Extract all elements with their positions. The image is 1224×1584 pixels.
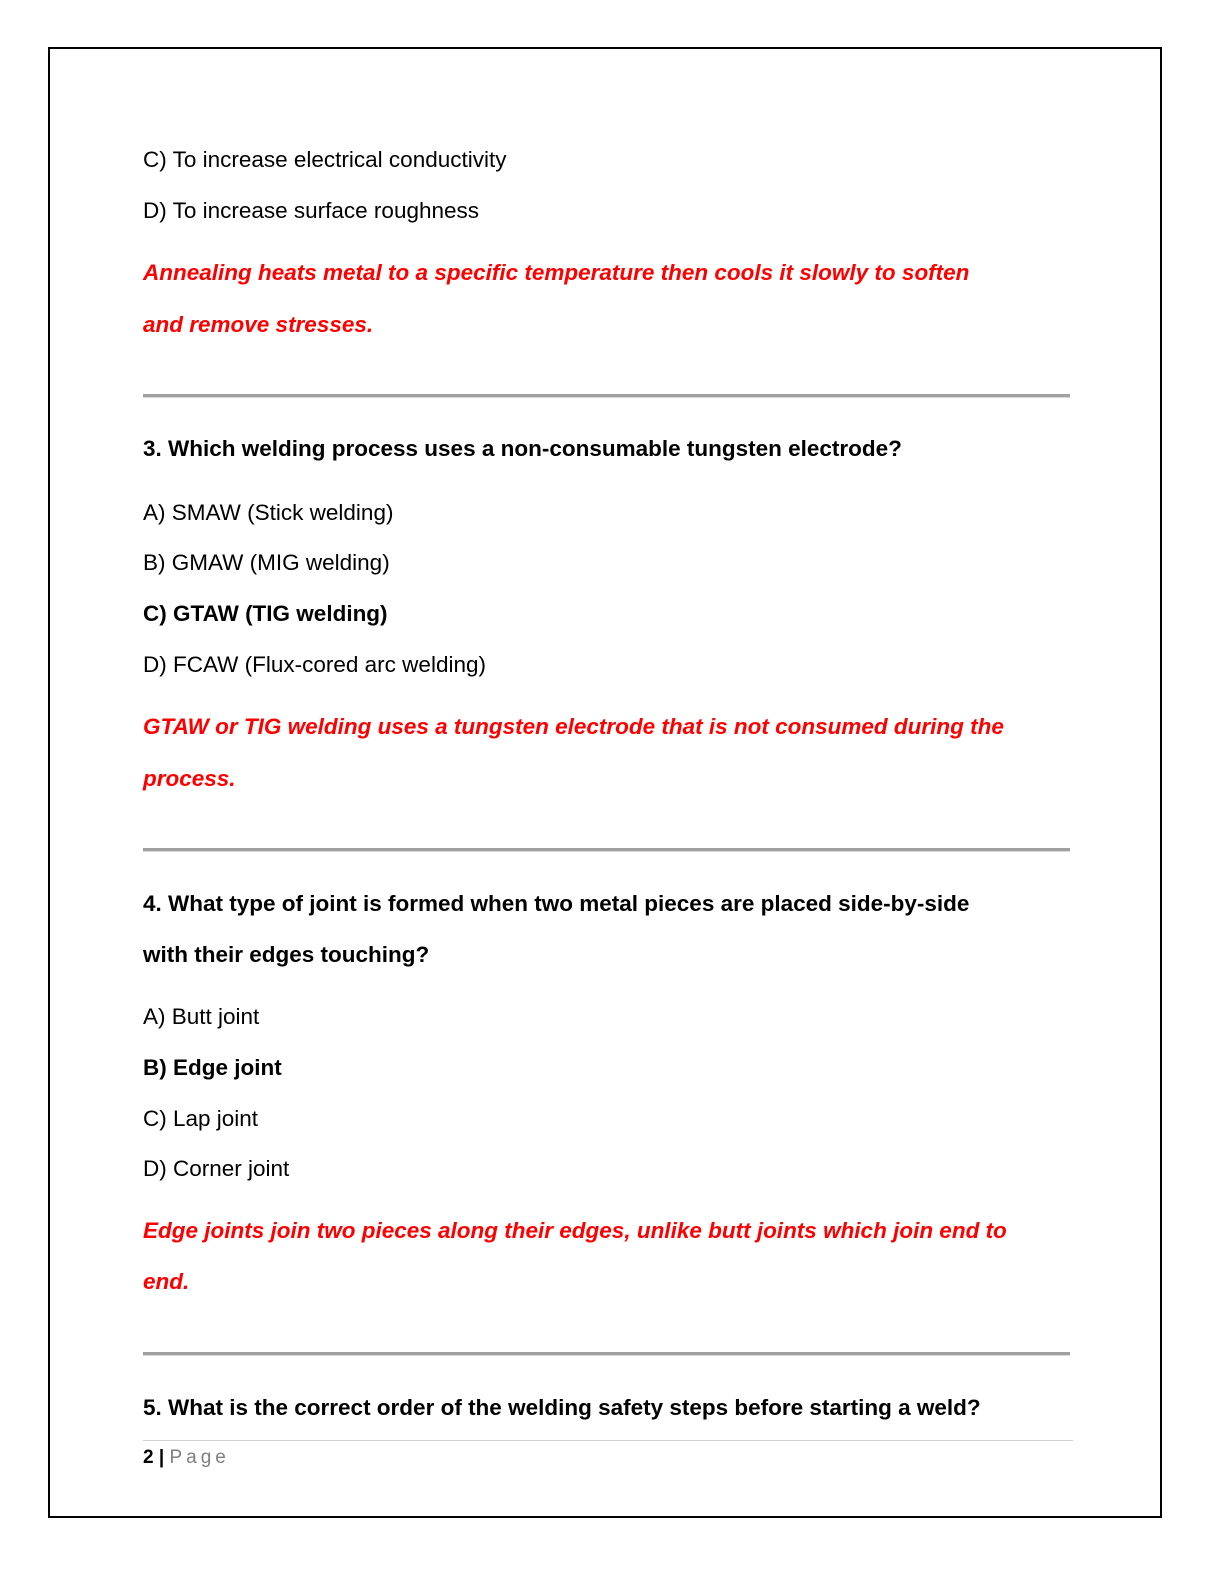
q4-question-line1: 4. What type of joint is formed when two metal pieces are placed side-by-side xyxy=(143,891,970,916)
q2-option-d: D) To increase surface roughness xyxy=(143,198,480,223)
q4-option-c: C) Lap joint xyxy=(143,1106,259,1131)
divider-1 xyxy=(143,394,1070,398)
q3-option-c-correct: C) GTAW (TIG welding) xyxy=(143,601,388,626)
divider-3 xyxy=(143,1352,1070,1356)
footer-rule xyxy=(143,1440,1073,1441)
q3-explanation-line1: GTAW or TIG welding uses a tungsten electrode that is not consumed during the xyxy=(143,714,1004,739)
q3-option-d: D) FCAW (Flux-cored arc welding) xyxy=(143,652,486,677)
page-label: Page xyxy=(169,1447,230,1468)
q2-option-c: C) To increase electrical conductivity xyxy=(143,147,507,172)
q4-option-a: A) Butt joint xyxy=(143,1004,260,1029)
q4-option-b-correct: B) Edge joint xyxy=(143,1055,282,1080)
page-number: 2 xyxy=(143,1447,154,1468)
q3-option-a: A) SMAW (Stick welding) xyxy=(143,500,394,525)
q3-question: 3. Which welding process uses a non-consumable tungsten electrode? xyxy=(143,436,902,461)
q3-option-b: B) GMAW (MIG welding) xyxy=(143,550,390,575)
q3-explanation-line2: process. xyxy=(143,766,236,791)
q2-explanation-line1: Annealing heats metal to a specific temperature then cools it slowly to soften xyxy=(143,260,970,285)
q4-question-line2: with their edges touching? xyxy=(143,942,430,967)
q4-option-d: D) Corner joint xyxy=(143,1156,290,1181)
q2-explanation-line2: and remove stresses. xyxy=(143,312,374,337)
q4-explanation-line2: end. xyxy=(143,1269,190,1294)
page-footer xyxy=(143,1445,230,1471)
q4-explanation-line1: Edge joints join two pieces along their edges, unlike butt joints which join end to xyxy=(143,1218,1007,1243)
divider-2 xyxy=(143,848,1070,852)
q5-question: 5. What is the correct order of the welding safety steps before starting a weld? xyxy=(143,1395,981,1420)
footer-separator: | xyxy=(158,1447,165,1468)
